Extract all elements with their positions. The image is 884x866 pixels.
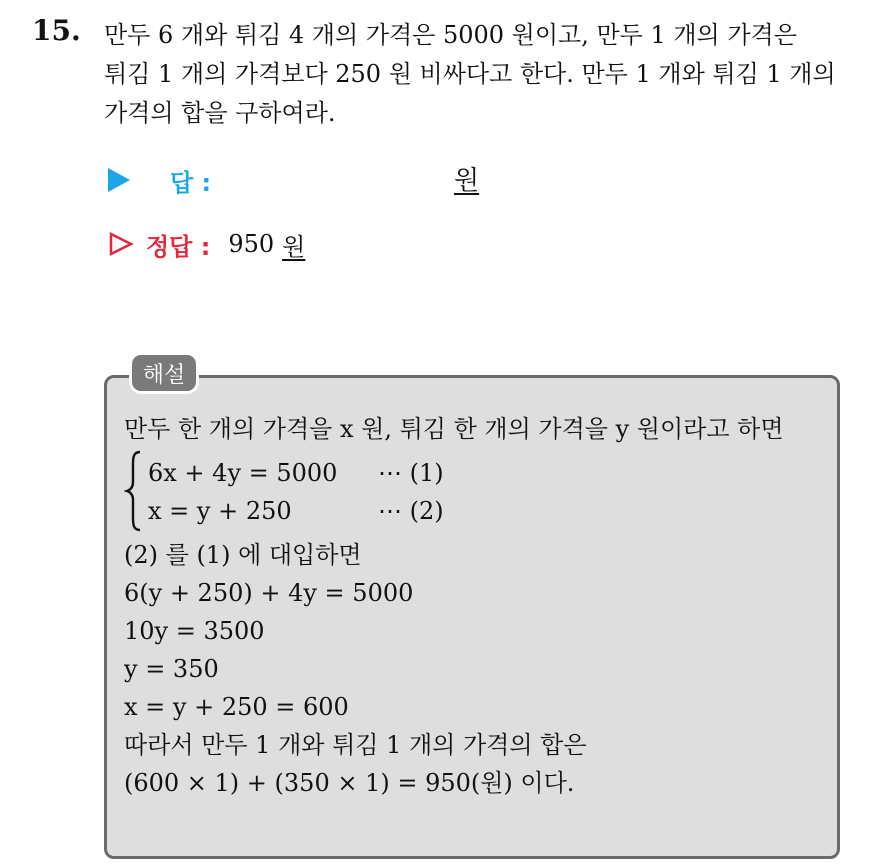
equation-2 <box>148 492 444 530</box>
solution-step: x = y + 250 = 600 <box>124 693 349 721</box>
problem-line: 가격의 합을 구하여라. <box>104 99 336 127</box>
left-brace-icon <box>124 450 144 532</box>
problem-line: 만두 6 개와 튀김 4 개의 가격은 5000 원이고, 만두 1 개의 가격은 <box>104 21 797 49</box>
equation-1-text: 6x + 4y = 5000 <box>148 459 338 487</box>
play-triangle-icon <box>108 168 130 192</box>
solution-step: 10y = 3500 <box>124 617 265 645</box>
equation-2-text: x = y + 250 <box>148 497 292 525</box>
solution-step: 6(y + 250) + 4y = 5000 <box>124 579 414 607</box>
equation-1-tag: ⋯ (1) <box>378 459 444 487</box>
solution-tab: 해설 <box>129 352 199 394</box>
correct-answer-label: 정답 : <box>146 232 211 261</box>
answer-row <box>108 162 480 198</box>
solution-step: (2) 를 (1) 에 대입하면 <box>124 541 362 569</box>
equation-system <box>124 450 834 532</box>
solution-step: 따라서 만두 1 개와 튀김 1 개의 가격의 합은 <box>124 731 587 759</box>
problem-text <box>104 16 884 133</box>
equation-1 <box>148 454 444 492</box>
outline-triangle-icon <box>108 231 134 257</box>
solution-content <box>124 410 834 802</box>
answer-label: 답 : <box>170 168 212 197</box>
correct-answer-unit: 원 <box>282 232 306 261</box>
solution-step: y = 350 <box>124 655 219 683</box>
solution-step: (600 × 1) + (350 × 1) = 950(원) 이다. <box>124 769 575 797</box>
problem-line: 튀김 1 개의 가격보다 250 원 비싸다고 한다. 만두 1 개와 튀김 1 개의 <box>104 60 836 88</box>
equation-2-tag: ⋯ (2) <box>378 497 444 525</box>
correct-answer-row <box>108 226 305 262</box>
problem-number: 15. <box>32 14 81 47</box>
solution-intro-text: 만두 한 개의 가격을 x 원, 튀김 한 개의 가격을 y 원이라고 하면 <box>124 415 784 443</box>
answer-unit: 원 <box>454 166 480 196</box>
solution-intro <box>124 410 834 448</box>
correct-answer-value: 950 <box>228 230 275 258</box>
